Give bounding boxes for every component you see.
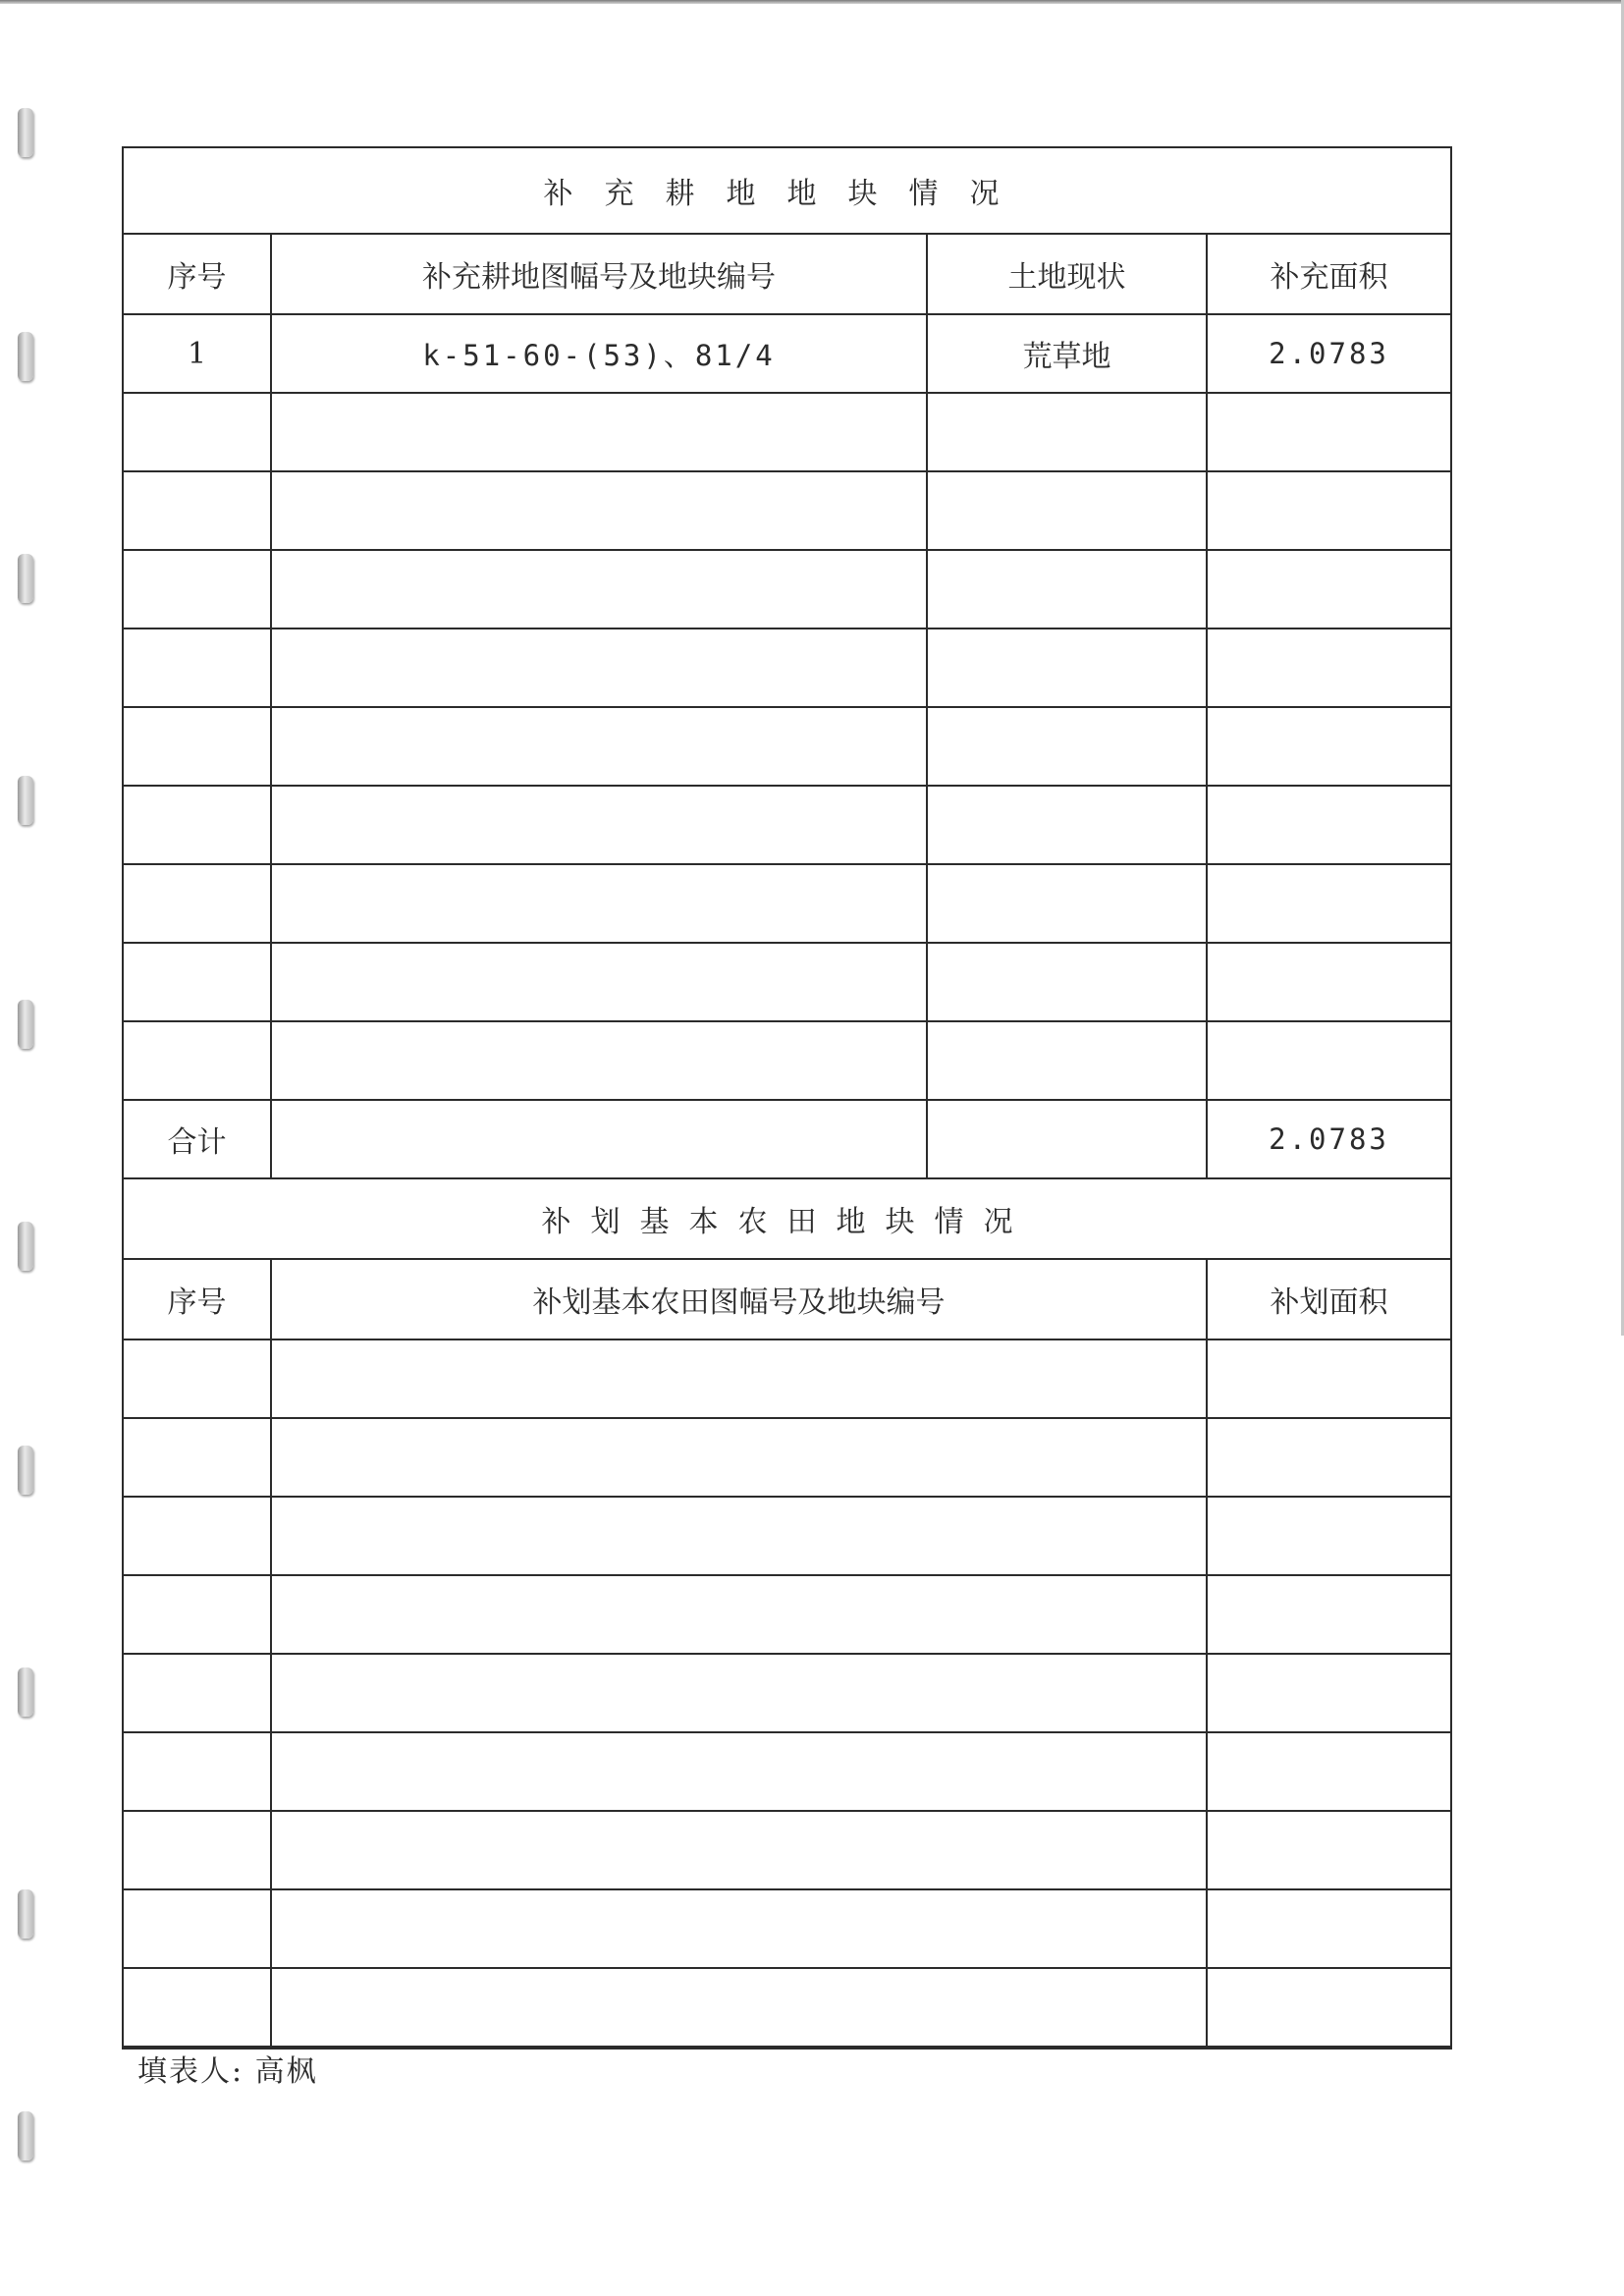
table-row — [124, 1497, 1450, 1575]
cell-area — [1207, 1811, 1450, 1889]
cell-area — [1207, 471, 1450, 550]
cell-land-status — [927, 629, 1207, 707]
cell-index — [124, 1732, 271, 1811]
cell-area — [1207, 1968, 1450, 2047]
cell-map-parcel-no — [271, 943, 927, 1021]
cell-land-status — [927, 393, 1207, 471]
cell-land-status — [927, 943, 1207, 1021]
supplementary-farmland-table — [124, 148, 1450, 1179]
cell-area — [1207, 1497, 1450, 1575]
table-row — [124, 1418, 1450, 1497]
total-map-parcel-no — [271, 1100, 927, 1178]
table-row — [124, 1889, 1450, 1968]
cell-map-parcel-no — [271, 786, 927, 864]
cell-land-status — [927, 550, 1207, 629]
filler-label: 填表人: — [137, 2054, 244, 2089]
cell-map-parcel-no — [271, 1811, 1207, 1889]
cell-land-status — [927, 786, 1207, 864]
cell-index — [124, 1418, 271, 1497]
cell-map-parcel-no — [271, 1889, 1207, 1968]
binding-hole — [18, 108, 33, 157]
total-label: 合计 — [124, 1100, 271, 1178]
supplementary-basic-farmland-title: 补划基本农田地块情况 — [124, 1179, 1450, 1259]
cell-land-status — [927, 864, 1207, 943]
cell-index — [124, 864, 271, 943]
cell-land-status — [927, 471, 1207, 550]
cell-index — [124, 393, 271, 471]
table-row — [124, 707, 1450, 786]
filler-name: 高枫 — [254, 2054, 318, 2089]
header-map-parcel-no: 补充耕地图幅号及地块编号 — [271, 234, 927, 314]
cell-map-parcel-no: k-51-60-(53)、81/4 — [271, 314, 927, 393]
table-row — [124, 550, 1450, 629]
cell-area — [1207, 1575, 1450, 1654]
binding-hole — [18, 2111, 33, 2160]
binding-hole — [18, 554, 33, 603]
cell-index — [124, 1575, 271, 1654]
supplementary-farmland-title: 补充耕地地块情况 — [124, 148, 1450, 234]
cell-index — [124, 786, 271, 864]
cell-index — [124, 1497, 271, 1575]
cell-index — [124, 550, 271, 629]
cell-area — [1207, 1339, 1450, 1418]
cell-area — [1207, 393, 1450, 471]
header-map-parcel-no: 补划基本农田图幅号及地块编号 — [271, 1259, 1207, 1339]
table-row — [124, 864, 1450, 943]
cell-index — [124, 943, 271, 1021]
binding-hole — [18, 1667, 33, 1717]
table-row — [124, 629, 1450, 707]
cell-index — [124, 629, 271, 707]
cell-land-status — [927, 707, 1207, 786]
cell-map-parcel-no — [271, 1418, 1207, 1497]
cell-map-parcel-no — [271, 1654, 1207, 1732]
cell-index: 1 — [124, 314, 271, 393]
cell-area — [1207, 786, 1450, 864]
table-row — [124, 786, 1450, 864]
cell-index — [124, 1654, 271, 1732]
cell-area — [1207, 1418, 1450, 1497]
cell-index — [124, 1968, 271, 2047]
form-filler — [137, 2047, 318, 2090]
binding-hole — [18, 776, 33, 825]
cell-map-parcel-no — [271, 471, 927, 550]
header-index: 序号 — [124, 234, 271, 314]
table-row — [124, 471, 1450, 550]
cell-map-parcel-no — [271, 1968, 1207, 2047]
cell-area — [1207, 550, 1450, 629]
table-row — [124, 1811, 1450, 1889]
cell-area — [1207, 629, 1450, 707]
cell-map-parcel-no — [271, 1575, 1207, 1654]
land-parcel-form — [122, 146, 1452, 2050]
cell-index — [124, 471, 271, 550]
cell-area — [1207, 1732, 1450, 1811]
binding-hole — [18, 1000, 33, 1049]
cell-index — [124, 1889, 271, 1968]
cell-area: 2.0783 — [1207, 314, 1450, 393]
cell-map-parcel-no — [271, 707, 927, 786]
total-row — [124, 1100, 1450, 1178]
cell-index — [124, 1339, 271, 1418]
cell-land-status: 荒草地 — [927, 314, 1207, 393]
table-row — [124, 1732, 1450, 1811]
cell-area — [1207, 864, 1450, 943]
cell-index — [124, 1021, 271, 1100]
header-land-status: 土地现状 — [927, 234, 1207, 314]
header-area: 补充面积 — [1207, 234, 1450, 314]
table-row — [124, 393, 1450, 471]
table-row — [124, 314, 1450, 393]
table-row — [124, 1339, 1450, 1418]
cell-map-parcel-no — [271, 864, 927, 943]
cell-area — [1207, 1654, 1450, 1732]
cell-area — [1207, 1889, 1450, 1968]
table-row — [124, 1654, 1450, 1732]
table-row — [124, 1575, 1450, 1654]
supplementary-basic-farmland-table — [124, 1179, 1450, 2048]
cell-map-parcel-no — [271, 393, 927, 471]
header-area: 补划面积 — [1207, 1259, 1450, 1339]
cell-map-parcel-no — [271, 629, 927, 707]
cell-index — [124, 707, 271, 786]
cell-area — [1207, 1021, 1450, 1100]
total-land-status — [927, 1100, 1207, 1178]
cell-map-parcel-no — [271, 1339, 1207, 1418]
binding-hole — [18, 1446, 33, 1495]
cell-land-status — [927, 1021, 1207, 1100]
table-row — [124, 943, 1450, 1021]
cell-map-parcel-no — [271, 1732, 1207, 1811]
cell-map-parcel-no — [271, 1021, 927, 1100]
binding-hole — [18, 1889, 33, 1939]
table-row — [124, 1021, 1450, 1100]
cell-index — [124, 1811, 271, 1889]
cell-map-parcel-no — [271, 1497, 1207, 1575]
total-area: 2.0783 — [1207, 1100, 1450, 1178]
header-index: 序号 — [124, 1259, 271, 1339]
binding-hole — [18, 332, 33, 381]
cell-area — [1207, 707, 1450, 786]
cell-map-parcel-no — [271, 550, 927, 629]
scan-top-edge — [0, 0, 1624, 4]
table-row — [124, 1968, 1450, 2047]
binding-hole — [18, 1222, 33, 1271]
cell-area — [1207, 943, 1450, 1021]
